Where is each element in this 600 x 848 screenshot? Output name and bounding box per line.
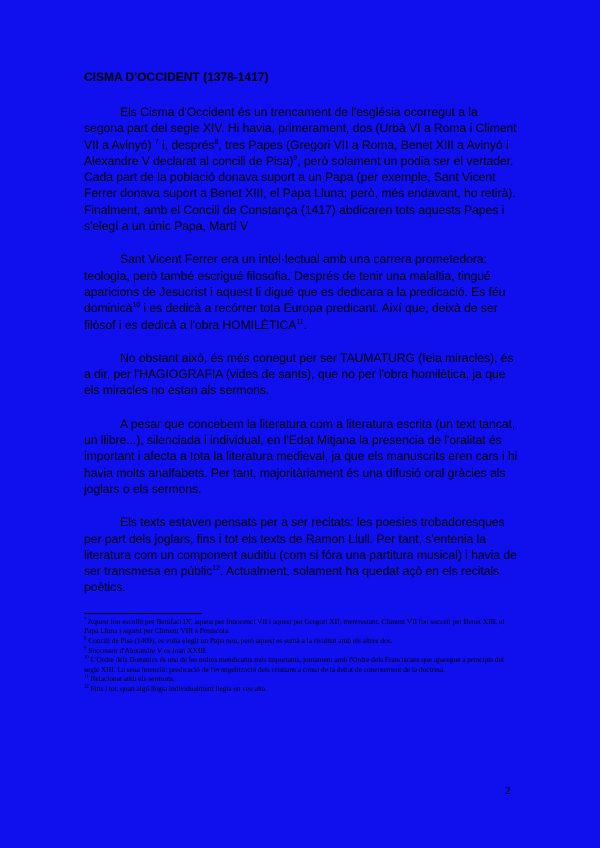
footnote-text: Fins i tot, quan algú llegia individualment llegia en veu alta. <box>90 683 267 693</box>
paragraph <box>84 104 520 234</box>
paragraph-text: Els texts estaven pensats per a ser recitats: les poesies trobadoresques per part dels joglars, fins i tot els texts de Ramon Llull. Per tant, s'entenia la literatura com un component auditiu (com si fóra una partitura musical) i havia de ser transmesa en públic <box>84 515 517 579</box>
footnote-ref[interactable]: 12 <box>212 565 220 573</box>
paragraph-text: i es dedicà a recórrer tota Europa predicant. Així que, deixà de ser filòsof i es dedicà a l'obra HOMILÈTICA <box>84 301 498 332</box>
paragraph-text: , però solament un podia ser el vertader. Cada part de la població donava suport a un Papa (per exemple, Sant Vicent Ferrer donava suport a Benet XIII, el Papa Lluna; però, més endavant, ho retirà). Finalment, amb el Concili de Constança (1417) abdicaren tots aquests Papes i s'elegí a un únic Papa, Martí V <box>84 153 516 234</box>
footnote-ref[interactable]: 11 <box>296 318 304 326</box>
paragraph-text: A pesar que concebem la literatura com a literatura escrita (un text tancat, un llibre...), silenciada i individual, en l'Edat Mitjana la presencia de l'oralitat és important i afecta a tota la literatura medieval, ja que els manuscrits eren cars i hi havia molts analfabets. Per tant, majoritàriament és una difusió oral gràcies als joglars o els sermons. <box>84 416 518 496</box>
footnote-number: 12 <box>84 684 89 690</box>
paragraph <box>84 350 520 399</box>
footnote-text: Concili de Pisa (1409), es volia elegir un Papa nou, però aquest es sumà a la rivalitat amb els altres dos. <box>88 635 393 645</box>
footnote <box>84 636 520 646</box>
footnote <box>84 684 520 694</box>
footnote-ref[interactable]: 7 <box>154 138 159 146</box>
paragraph-text: . Actualment, solament ha quedat açò en els recitals poètics. <box>84 564 500 595</box>
footnote-number: 9 <box>84 645 87 651</box>
paragraph-text: Els Cisma d'Occident és un trencament de l'església ocorregut a la segona part del segle XIV. Hi havia, primerament, dos (Urbà VI a Roma i Climent VII a Avinyó) <box>84 105 517 152</box>
body-text <box>84 104 520 596</box>
footnote-text: L'Ordre dels Dominics és una de les ordres mendicants més importants, juntament amb l'Ordre dels Franciscans que aparegué a principis del segle XIII. La seua intenció: predicació de l'evangelització dels cristians a causa de la deïtat de coneixement de la doctrina. <box>84 655 504 674</box>
page-number: 2 <box>505 785 511 797</box>
footnote-ref[interactable]: 8 <box>214 138 219 146</box>
paragraph-text: i, després <box>158 137 215 152</box>
footnote-text: Successor d'Alexandre V es Joan XXIII. <box>88 645 207 655</box>
paragraph-text: Sant Vicent Ferrer era un intel·lectual amb una carrera prometedora: teologia, però també escrigué filosofia. Després de tenir una malaltia, tingué aparicions de Jesucrist i aquest li digué que es dedicara a la predicació. Es féu dominicà <box>84 252 506 316</box>
paragraph-text: , tres Papes (Gregori VII a Roma, Benet XIII a Avinyó i Alexandre V declarat al concili de Pisa) <box>84 137 509 168</box>
footnote-number: 8 <box>84 636 87 642</box>
footnote <box>84 674 520 684</box>
footnote <box>84 655 520 674</box>
footnotes <box>84 617 520 694</box>
footnote-number: 11 <box>84 674 89 680</box>
footnote-text: Aquest fou escollit per Benifaci IX, aquest per Innocenci VII i aquest per Gregori XII; mentrestant, Climent VII fou succeït per Benet XIII, el Papa Lluna i aquest per Climent VIII a Peníscola. <box>84 616 505 636</box>
paragraph <box>84 514 520 595</box>
section-title: CISMA D'OCCIDENT (1378-1417) <box>84 70 269 84</box>
paragraph-text: . <box>303 317 307 332</box>
footnote-ref[interactable]: 10 <box>132 302 141 310</box>
document-page <box>84 70 520 693</box>
paragraph <box>84 251 520 332</box>
footnote-number: 7 <box>84 617 87 623</box>
footnote-text: Relacionat amb els sermons. <box>90 674 175 684</box>
paragraph-text: No obstant això, és més conegut per ser TAUMATURG (feia miracles), és a dir, per l'HAGIOGRAFIA (vides de sants), que no per l'obra homilètica, ja que els miracles no estan als sermons. <box>84 350 514 398</box>
footnote-number: 10 <box>84 655 89 661</box>
footnote-separator <box>84 613 202 614</box>
paragraph <box>84 416 520 497</box>
footnote <box>84 617 520 636</box>
footnote <box>84 646 520 656</box>
footnote-ref[interactable]: 9 <box>293 154 298 162</box>
